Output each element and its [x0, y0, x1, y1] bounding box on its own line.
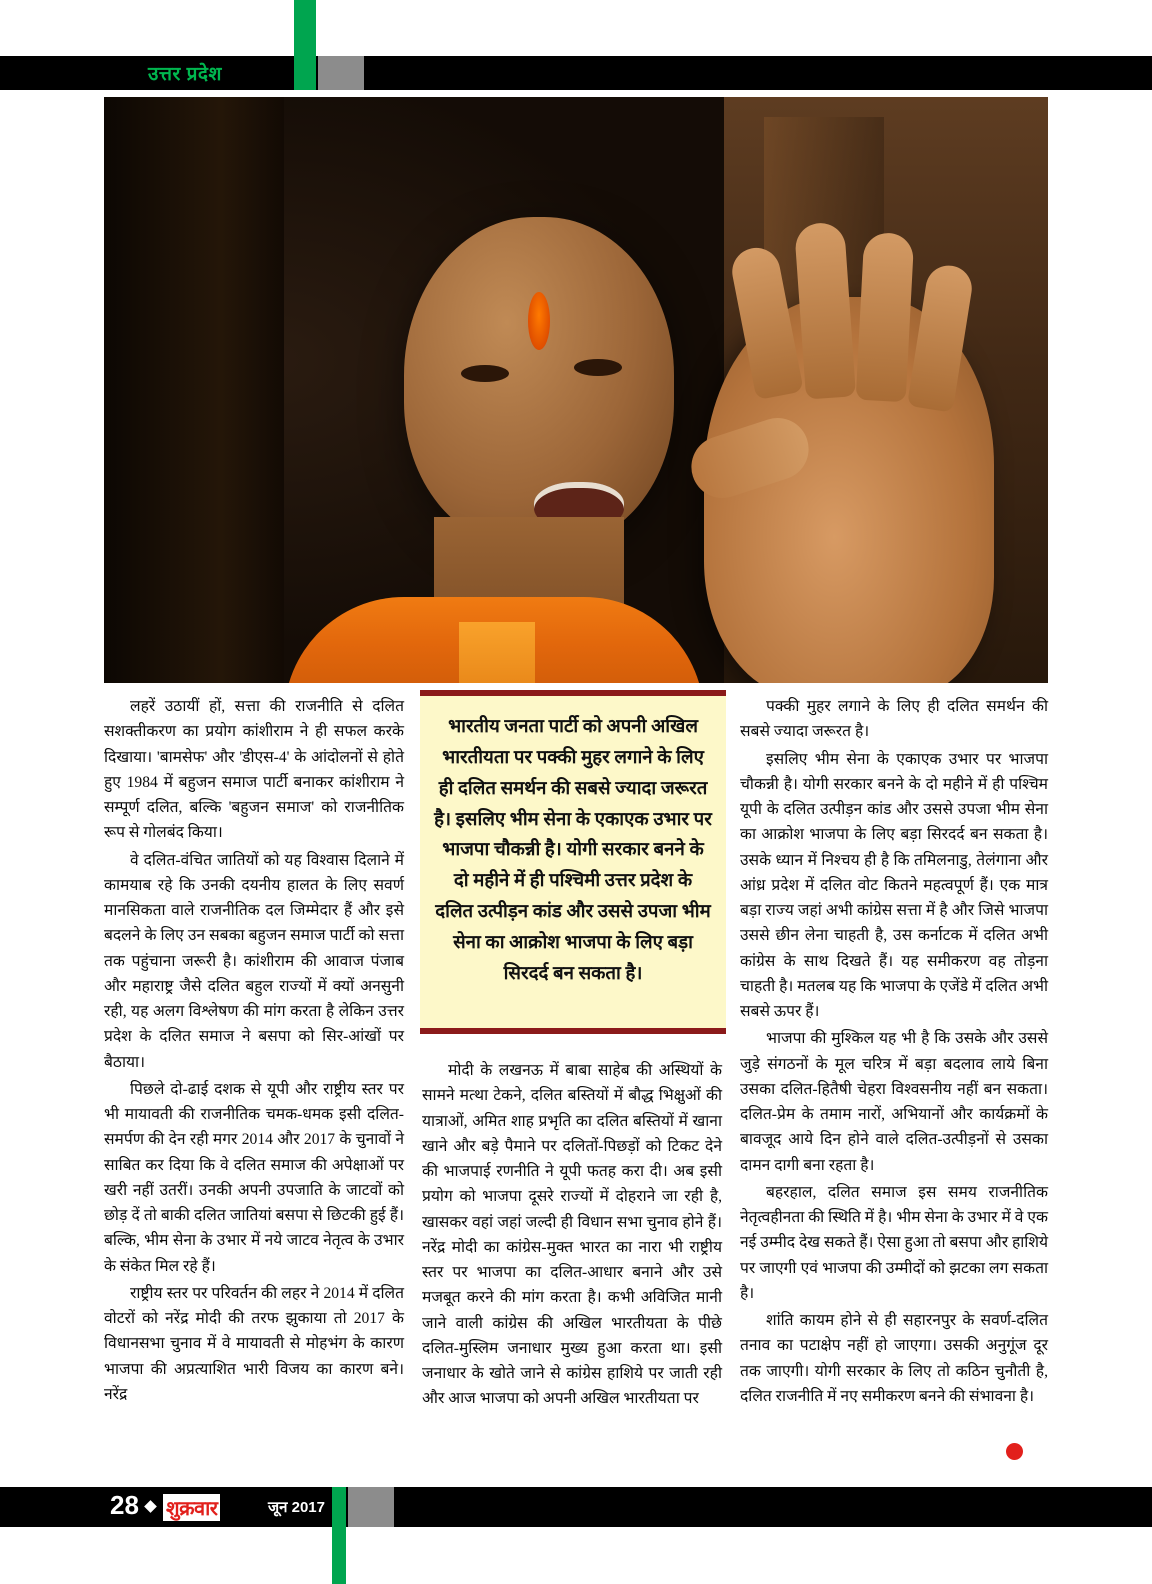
photo-robe-fold — [459, 622, 535, 683]
photo-curtain — [104, 97, 284, 683]
paragraph: लहरें उठायीं हों, सत्ता की राजनीति से दलित सशक्तीकरण का प्रयोग कांशीराम ने ही सफल करके दिखाया। 'बामसेफ' और 'डीएस-4' के आंदोलनों से होते हुए 1984 में बहुजन समाज पार्टी बनाकर कांशीराम ने सम्पूर्ण दलित, बल्कि 'बहुजन समाज' को राजनीतिक रूप से गोलबंद किया। — [104, 698, 404, 842]
photo-eye-left — [461, 365, 509, 382]
header-gray-block — [318, 56, 364, 90]
paragraph: वे दलित-वंचित जातियों को यह विश्वास दिलाने में कामयाब रहे कि उनकी दयनीय हालत के लिए सवर्ण मानसिकता वाले राजनीतिक दल जिम्मेदार हैं और इसे बदलने के लिए उन सबका बहुजन समाज पार्टी को सत्ता तक पहुंचाना जरूरी है। कांशीराम की आवाज पंजाब और महाराष्ट्र जैसे दलित बहुल राज्यों में क्यों अनसुनी रही, यह अलग विश्लेषण की मांग करता है लेकिन उत्तर प्रदेश के दलित समाज ने बसपा को सिर-आंखों पर बैठाया। — [104, 851, 404, 1071]
photo-tilak-mark — [528, 292, 550, 350]
paragraph: मोदी के लखनऊ में बाबा साहेब की अस्थियों के सामने मत्था टेकने, दलित बस्तियों में बौद्ध भिक्षुओं की यात्राओं, अमित शाह प्रभृति का दलित बस्तियों में खाना खाने और बड़े पैमाने पर दलितों-पिछड़ों को टिकट देने की भाजपाई रणनीति ने यूपी फतह करा दी। अब इसी प्रयोग को भाजपा दूसरे राज्यों में दोहराने जा रही है, खासकर वहां जहां जल्दी ही विधान सभा चुनाव होने हैं। नरेंद्र मोदी का कांग्रेस-मुक्त भारत का नारा भी राष्ट्रीय स्तर पर भाजपा का दलित-आधार बनाने और उसे मजबूत करने की मांग करता है। कभी अविजित मानी जाने वाली कांग्रेस की अखिल भारतीयता के पीछे दलित-मुस्लिम जनाधार मुख्य हुआ करता था। इसी जनाधार के खोते जाने से कांग्रेस हाशिये पर जाती रही और आज भाजपा को अपनी अखिल भारतीयता पर — [422, 1062, 722, 1408]
footer-gray-block — [348, 1487, 394, 1527]
photo-eye-right — [574, 359, 622, 376]
paragraph: शांति कायम होने से ही सहारनपुर के सवर्ण-दलित तनाव का पटाक्षेप नहीं हो जाएगा। उसकी अनुगूंज दूर तक जाएगी। योगी सरकार के लिए तो कठिन चुनौती है, दलित राजनीति में नए समीकरण बनने की संभावना है। — [740, 1312, 1048, 1405]
top-green-accent-stripe — [294, 0, 316, 56]
body-column-left — [104, 694, 404, 1409]
body-column-middle — [422, 1058, 722, 1414]
pull-quote-box — [420, 690, 726, 1034]
section-title: उत्तर प्रदेश — [148, 64, 222, 85]
footer-green-accent-stripe — [332, 1487, 346, 1584]
paragraph: पिछले दो-ढाई दशक से यूपी और राष्ट्रीय स्तर पर भी मायावती की राजनीतिक चमक-धमक इसी दलित- समर्पण की देन रही मगर 2014 और 2017 के चुनावों ने साबित कर दिया कि वे दलित समाज की अपेक्षाओं पर खरी नहीं उतरीं। उनकी अपनी उपजाति के जाटवों को छोड़ दें तो बाकी दलित जातियां बसपा से छिटकी हुई हैं। बल्कि, भीम सेना के उभार में नये जाटव नेतृत्व के उभार के संकेत मिल रहे हैं। — [104, 1080, 404, 1275]
pull-quote-text: भारतीय जनता पार्टी को अपनी अखिल भारतीयता पर पक्की मुहर लगाने के लिए ही दलित समर्थन की सबसे ज्यादा जरूरत है। इसलिए भीम सेना के एकाएक उभार पर भाजपा चौकन्नी है। योगी सरकार बनने के दो महीने में ही पश्चिमी उत्तर प्रदेश के दलित उत्पीड़न कांड और उससे उपजा भीम सेना का आक्रोश भाजपा के लिए बड़ा सिरदर्द बन सकता है। — [434, 716, 712, 984]
body-column-right — [740, 694, 1048, 1411]
header-green-tick — [294, 56, 316, 90]
magazine-logo: शुक्रवार — [163, 1494, 220, 1521]
paragraph: बहरहाल, दलित समाज इस समय राजनीतिक नेतृत्वहीनता की स्थिति में है। भीम सेना के उभार में वे एक नई उम्मीद देख सकते हैं। ऐसा हुआ तो बसपा और हाशिये पर जाएगी एवं भाजपा की उम्मीदों को झटका लग सकता है। — [740, 1183, 1048, 1302]
photo-finger — [856, 232, 915, 402]
paragraph: पक्की मुहर लगाने के लिए ही दलित समर्थन की सबसे ज्यादा जरूरत है। — [740, 698, 1048, 741]
paragraph: भाजपा की मुश्किल यह भी है कि उसके और उससे जुड़े संगठनों के मूल चरित्र में बड़ा बदलाव लाये बिना उसका दलित-हितैषी चेहरा विश्वसनीय नहीं बन सकता। दलित-प्रेम के तमाम नारों, अभियानों और कार्यक्रमों के बावजूद आये दिन होने वाले दलित-उत्पीड़नों से उसका दामन दागी बना रहता है। — [740, 1030, 1048, 1174]
page-number: 28 — [110, 1490, 139, 1520]
article-end-dot-icon — [1006, 1443, 1023, 1460]
article-photo — [104, 97, 1048, 683]
issue-date: जून 2017 — [268, 1499, 325, 1516]
paragraph: इसलिए भीम सेना के एकाएक उभार पर भाजपा चौकन्नी है। योगी सरकार बनने के दो महीने में ही पश्चिम यूपी के दलित उत्पीड़न कांड और उससे उपजा भीम सेना का आक्रोश भाजपा के लिए बड़ा सिरदर्द बन सकता है। उसके ध्यान में निश्चय ही है कि तमिलनाडु, तेलंगाना और आंध्र प्रदेश में दलित वोट कितने महत्वपूर्ण हैं। एक मात्र बड़ा राज्य जहां अभी कांग्रेस सत्ता में है और जिसे भाजपा उससे छीन लेना चाहती है, उस कर्नाटक में दलित अभी कांग्रेस के साथ दिखते हैं। यह समीकरण वह तोड़ना चाहती है। मतलब यह कि भाजपा के एजेंडे में दलित अभी सबसे ऊपर हैं। — [740, 750, 1048, 1020]
paragraph: राष्ट्रीय स्तर पर परिवर्तन की लहर ने 2014 में दलित वोटरों को नरेंद्र मोदी की तरफ झुकाया तो 2017 के विधानसभा चुनाव में वे मायावती से मोहभंग के कारण भाजपा की अप्रत्याशित भारी विजय का कारण बने। नरेंद्र — [104, 1284, 404, 1403]
